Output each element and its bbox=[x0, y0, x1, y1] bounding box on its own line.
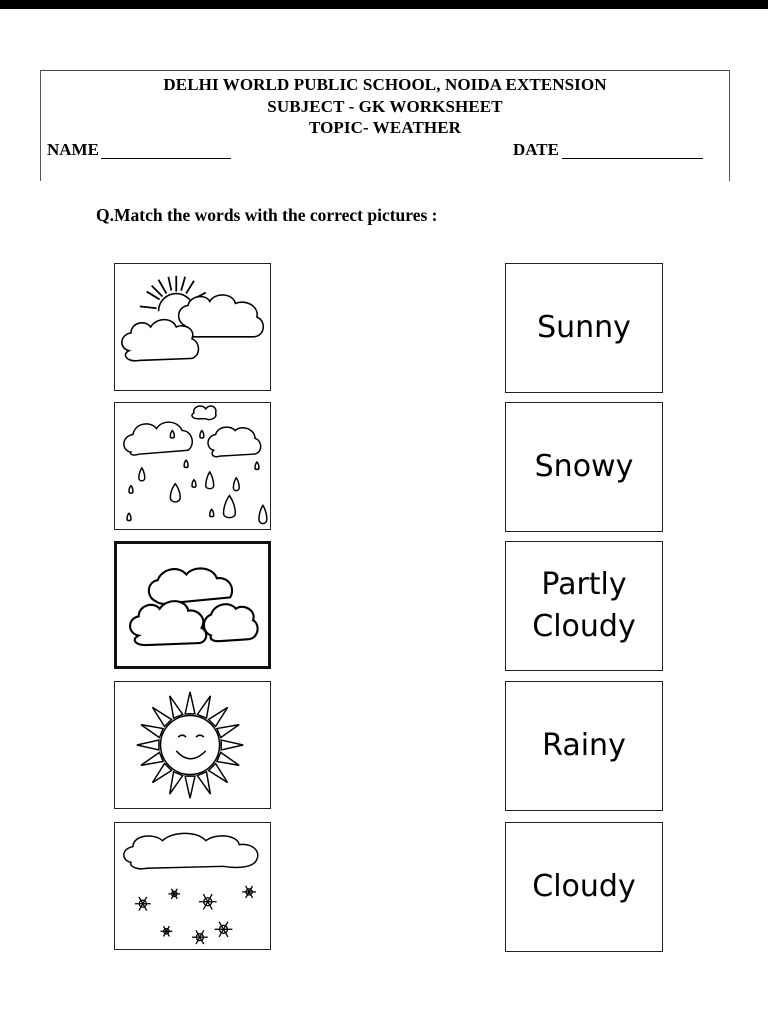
sun-ray bbox=[185, 692, 195, 714]
picture-box-2[interactable] bbox=[114, 402, 271, 530]
picture-box-4[interactable] bbox=[114, 681, 271, 809]
date-blank-line[interactable] bbox=[562, 158, 703, 159]
sun-ray bbox=[170, 696, 183, 718]
sun-ray bbox=[197, 696, 210, 718]
name-blank-line[interactable] bbox=[101, 158, 231, 159]
picture-box-3[interactable] bbox=[114, 541, 271, 669]
snowflake-icon bbox=[199, 894, 217, 909]
snowflake-icon bbox=[135, 897, 151, 911]
picture-box-1[interactable] bbox=[114, 263, 271, 391]
name-label: NAME bbox=[47, 140, 99, 159]
snowy-icon bbox=[115, 823, 270, 949]
sun-ray bbox=[170, 772, 183, 794]
word-box-5[interactable]: Cloudy bbox=[505, 822, 663, 952]
rainy-icon bbox=[115, 403, 270, 529]
word-box-1[interactable]: Sunny bbox=[505, 263, 663, 393]
sun-ray bbox=[217, 725, 239, 738]
school-name: DELHI WORLD PUBLIC SCHOOL, NOIDA EXTENSION bbox=[163, 75, 607, 94]
sun-ray bbox=[221, 740, 243, 750]
snowflake-icon bbox=[161, 926, 173, 936]
question-text: Q.Match the words with the correct pictures : bbox=[96, 205, 438, 225]
sunny-icon bbox=[115, 682, 270, 808]
partly-cloudy-icon bbox=[115, 264, 270, 390]
word-box-4[interactable]: Rainy bbox=[505, 681, 663, 811]
word-box-2[interactable]: Snowy bbox=[505, 402, 663, 532]
sun-ray bbox=[137, 740, 159, 750]
snowflake-icon bbox=[215, 922, 233, 937]
snowflake-icon bbox=[192, 930, 208, 944]
word-box-3[interactable]: Partly Cloudy bbox=[505, 541, 663, 671]
date-label: DATE bbox=[513, 140, 559, 159]
sun-ray bbox=[141, 752, 163, 765]
sun-ray bbox=[197, 772, 210, 794]
top-edge-bar bbox=[0, 0, 768, 9]
worksheet-header bbox=[40, 70, 730, 181]
cloudy-icon bbox=[117, 544, 268, 666]
sun-ray bbox=[217, 752, 239, 765]
picture-box-5[interactable] bbox=[114, 822, 271, 950]
snowflake-icon bbox=[242, 886, 256, 898]
sun-ray bbox=[141, 725, 163, 738]
subject-line: SUBJECT - GK WORKSHEET bbox=[267, 97, 503, 116]
sun-ray bbox=[185, 776, 195, 798]
topic-line: TOPIC- WEATHER bbox=[308, 118, 462, 137]
snowflake-icon bbox=[168, 889, 180, 899]
